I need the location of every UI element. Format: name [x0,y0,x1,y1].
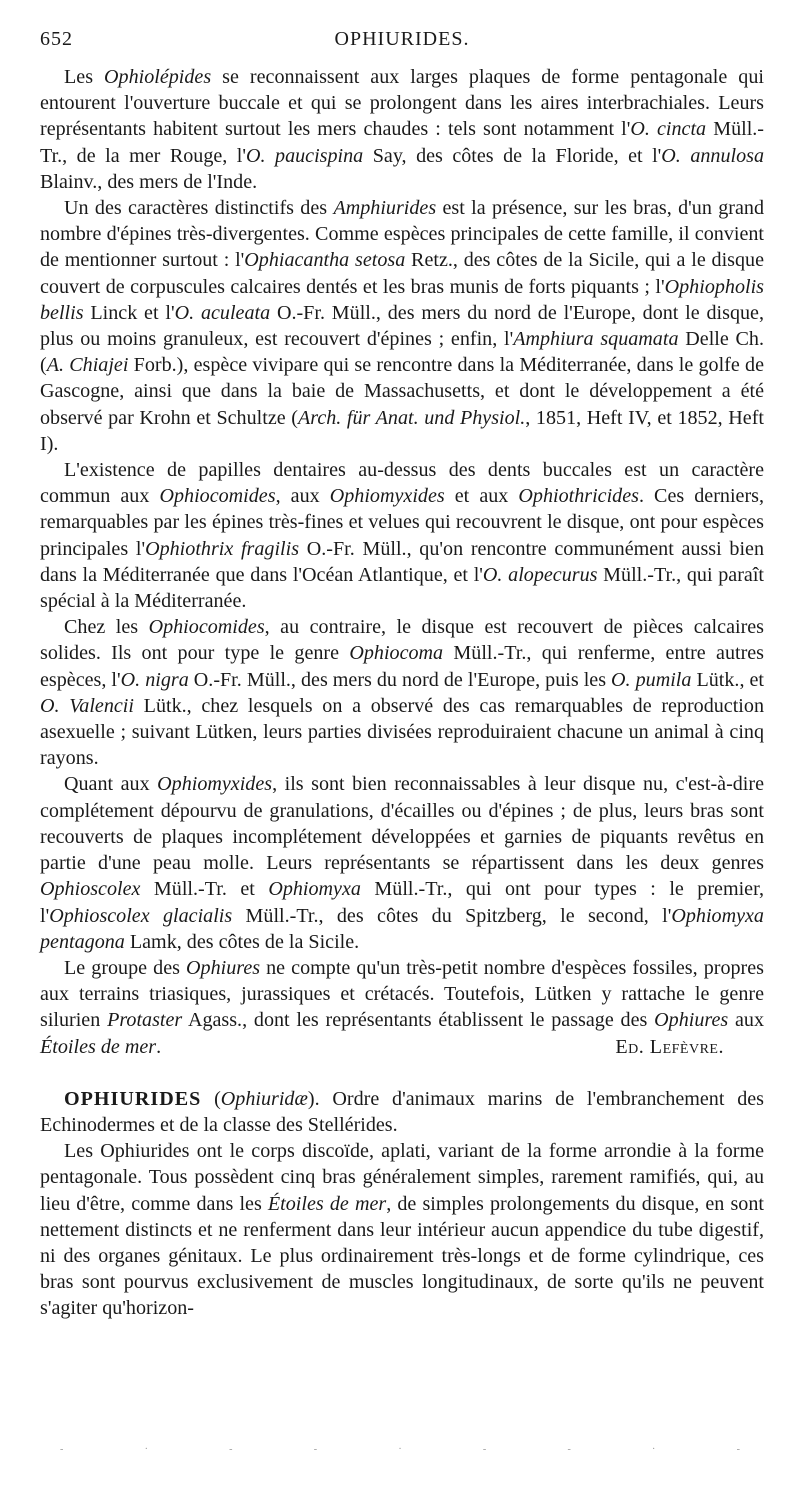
entry-latin-name: Ophiuridæ [220,1087,308,1110]
text-run: Retz., des côtes de la Sicile, qui a le disque couvert de corpuscules calcaires dentés et les bras munis de forts piquants ; l' [40,249,764,298]
paragraph [40,457,764,614]
paragraph [40,1138,764,1321]
text-run: Delle Ch. ( [40,328,765,377]
italic-run: Ophioscolex [40,878,141,901]
text-run: et aux [444,485,519,508]
italic-run: Étoiles de mer [40,1035,157,1058]
entry-definition: ). Ordre d'animaux marins de l'embranchement des Echinodermes et de la classe des Stellérides. [40,1087,764,1136]
italic-run: O. alopecurus [482,563,598,586]
italic-run: Ophiures [186,956,261,979]
text-run: Müll.-Tr., qui ont pour types : le premier, l' [40,878,765,927]
italic-run: Ophiolépides [104,66,212,88]
italic-run: Amphiurides [333,197,437,220]
text-run: aux [728,1009,764,1032]
italic-run: Amphiura squamata [513,328,679,351]
italic-run: Arch. für Anat. und Physiol. [297,406,526,429]
text-run: Müll.-Tr., des côtes du Spitzberg, le second, l' [232,904,672,927]
italic-run: O. cincta [630,118,707,141]
mark: - [60,1444,64,1455]
italic-run: A. Chiajei [46,354,129,377]
page-bottom-marks [60,1444,740,1455]
italic-run: Ophiothricides [518,485,639,508]
text-run: , de simples prolongements du disque, en sont nettement distincts et ne renferment dans leur intérieur aucun appendice du tube digestif, ni des organes génitaux. Le plus ordinairement très-longs et de forme cylindrique, ces bras sont pourvus exclusivement de muscles longitudinaux, de sorte qu'ils ne peuvent s'agiter qu'horizon- [40,1192,764,1320]
mark: - [567,1444,571,1455]
text-run: Lütk., chez lesquels on a observé des cas remarquables de reproduction asexuelle ; suivant Lütken, leurs parties divisées reproduiraient chacune un animal à cinq rayons. [40,694,764,770]
mark: - [482,1444,487,1455]
italic-run: Ophiomyxides [157,773,273,796]
italic-run: Ophioscolex glacialis [49,904,233,927]
italic-run: O. nigra [120,668,189,691]
italic-run: O. Valencii [40,694,134,717]
document-page [40,28,764,1322]
paragraph [40,771,764,954]
italic-run: O. aculeata [174,301,271,324]
text-run: Agass., dont les représentants établissent le passage des [182,1009,655,1032]
text-run: Le groupe des [64,956,187,979]
text-run: Un des caractères distinctifs des [64,197,334,220]
text-run: , au contraire, le disque est recouvert de pièces calcaires solides. Ils ont pour type le genre [40,616,764,665]
italic-run: Ophiures [654,1009,729,1032]
italic-run: Ophiacantha setosa [244,249,406,272]
italic-run: Ophiopholis bellis [40,275,764,324]
text-run: Quant aux [64,773,158,796]
italic-run: O. annulosa [661,144,764,167]
paragraph [40,64,764,195]
entry-term: OPHIURIDES [64,1087,202,1110]
text-run: Les [64,66,105,88]
article-body [40,64,764,1322]
text-run: . [156,1035,162,1058]
author-signature: Ed. Lefèvre. [615,1035,724,1058]
mark: - [229,1444,233,1455]
text-run: Lütk., et [691,668,765,691]
text-run: est la présence, sur les bras, d'un grand nombre d'épines très-divergentes. Comme espèces principales de cette famille, il convient de mentionner surtout : l' [40,197,764,272]
text-run: , aux [275,485,330,508]
italic-run: Ophiocomides [159,485,276,508]
mark: - [736,1444,740,1455]
mark: · [144,1444,148,1455]
text-run: O.-Fr. Müll., des mers du nord de l'Europe, dont le disque, plus ou moins granuleux, est recouvert d'épines ; enfin, l' [40,301,764,351]
italic-run: Ophiocoma [349,642,444,665]
text-run: Lamk, des côtes de la Sicile. [124,930,360,953]
mark: · [652,1444,656,1455]
italic-run: Étoiles de mer [267,1192,387,1215]
italic-run: O. paucispina [246,144,364,167]
text-run: Chez les [64,616,149,639]
text-run: Müll.-Tr., de la mer Rouge, l' [40,118,764,167]
text-run: O.-Fr. Müll., des mers du nord de l'Europe, puis les [188,668,612,691]
section-spacer [40,1060,764,1086]
text-run: Müll.-Tr. et [140,878,269,901]
italic-run: Ophiomyxa [268,878,361,901]
text-run: . Ces derniers, remarquables par les épines très-fines et velues qui recouvrent le disque, ont pour espèces principales l' [40,485,764,560]
page-number: 652 [40,28,73,50]
italic-run: O. pumila [611,668,692,691]
italic-run: Ophiomyxides [329,485,445,508]
text-run: , ils sont bien reconnaissables à leur disque nu, c'est-à-dire complétement dépourvu de granulations, d'écailles ou d'épines ; de plus, leurs bras sont recouverts de plaques incomplétement développées et garnies de piquants revêtus en partie d'une peau molle. Leurs représentants se répartissent dans les deux genres [40,773,764,875]
italic-run: Protaster [107,1009,183,1032]
text-run: Blainv., des mers de l'Inde. [40,170,258,193]
text-run: se reconnaissent aux larges plaques de forme pentagonale qui entourent l'ouverture buccale et qui se prolongent dans les aires interbrachiales. Leurs représentants habitent surtout les mers chaudes : tels sont notamment l' [40,66,764,141]
text-run: Linck et l' [83,301,175,324]
mark: - [313,1444,318,1455]
italic-run: Ophiothrix fragilis [145,537,300,560]
mark: · [398,1444,402,1455]
entry-latin-open: ( [201,1087,221,1110]
text-run: Say, des côtes de la Floride, et l' [363,144,662,167]
paragraph [40,614,764,771]
text-run: L'existence de papilles dentaires au-dessus des dents buccales est un caractère commun aux [40,459,764,508]
page-header [40,28,764,58]
text-run: ne compte qu'un très-petit nombre d'espèces fossiles, propres aux terrains triasiques, jurassiques et crétacés. Toutefois, Lütken y rattache le genre silurien [40,956,764,1032]
text-run: O.-Fr. Müll., qu'on rencontre communément aussi bien dans la Méditerranée que dans l'Océan Atlantique, et l' [40,537,764,586]
text-run: Müll.-Tr., qui renferme, entre autres espèces, l' [40,642,764,691]
running-head: OPHIURIDES. [334,28,470,50]
text-run: Forb.), espèce vivipare qui se rencontre dans la Méditerranée, dans le golfe de Gascogne, ainsi que dans la baie de Massachusetts, et dont le développement a été observé par Krohn et Schultze ( [40,354,765,429]
italic-run: Ophiocomides [148,616,265,639]
text-run: Les Ophiurides ont le corps discoïde, aplati, variant de la forme arrondie à la forme pentagonale. Tous possèdent cinq bras généralement simples, rarement ramifiés, qui, au lieu d'être, comme dans les [40,1140,764,1215]
paragraph [40,195,764,457]
text-run: Müll.-Tr., qui paraît spécial à la Méditerranée. [40,563,765,613]
italic-run: Ophiomyxa pentagona [40,904,764,953]
dictionary-entry [40,1086,764,1138]
text-run: , 1851, Heft IV, et 1852, Heft I). [40,406,764,455]
